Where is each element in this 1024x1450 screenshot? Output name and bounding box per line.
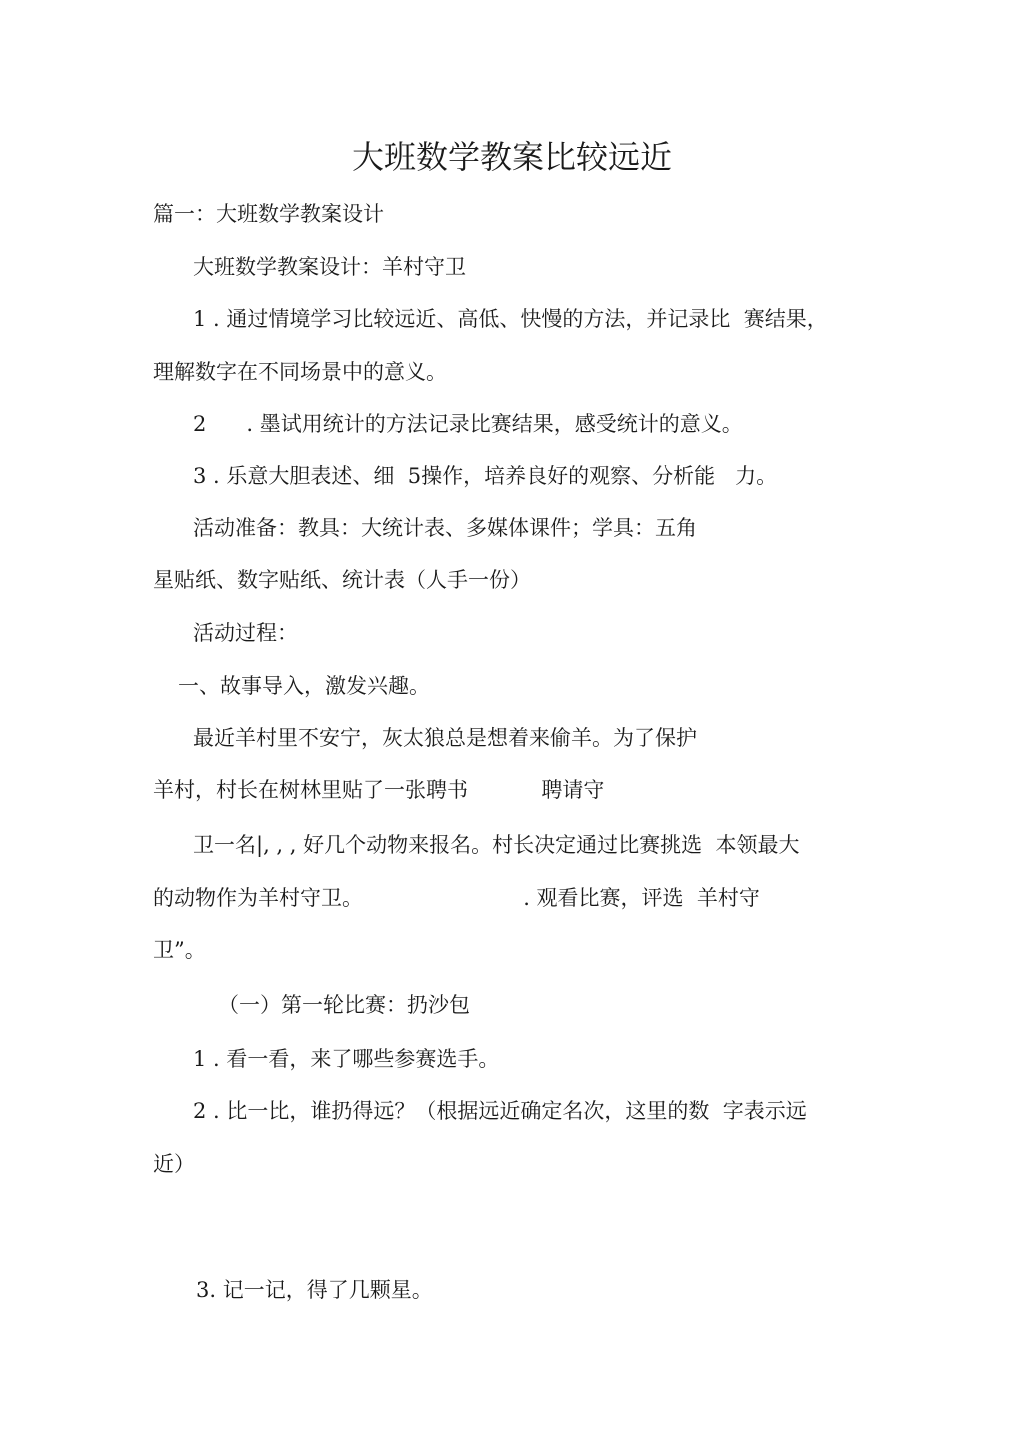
paragraph-line: 活动准备：教具：大统计表、多媒体课件；学具：五角: [193, 516, 697, 540]
paragraph-line: 3 . 乐意大胆表述、细 5操作，培养良好的观察、分析能 力。: [193, 464, 778, 488]
paragraph-line: 理解数字在不同场景中的意义。: [153, 360, 447, 384]
section-heading: 篇一：大班数学教案设计: [153, 202, 384, 226]
paragraph-line: 2 . 墨试用统计的方法记录比赛结果，感受统计的意义。: [193, 412, 743, 436]
paragraph-line: 活动过程：: [193, 621, 298, 645]
paragraph-line: 1 . 通过情境学习比较远近、高低、快慢的方法，并记录比 赛结果，: [193, 307, 828, 331]
paragraph-line: 卫一名|, , , 好几个动物来报名。村长决定通过比赛挑选 本领最大: [193, 833, 800, 857]
paragraph-line: 近）: [153, 1152, 195, 1176]
paragraph-line: 星贴纸、数字贴纸、统计表（人手一份）: [153, 568, 531, 592]
paragraph-line: 羊村，村长在树林里贴了一张聘书 聘请守: [153, 778, 605, 802]
paragraph-line: 2 . 比一比，谁扔得远？（根据远近确定名次，这里的数 字表示远: [193, 1099, 807, 1123]
paragraph-line: 一、故事导入，激发兴趣。: [178, 674, 430, 698]
document-title: 大班数学教案比较远近: [351, 138, 672, 176]
paragraph-line: 1 . 看一看，来了哪些参赛选手。: [193, 1047, 500, 1071]
paragraph-line: 卫”。: [153, 938, 206, 962]
paragraph-line: 最近羊村里不安宁，灰太狼总是想着来偷羊。为了保护: [193, 726, 697, 750]
paragraph-line: 大班数学教案设计：羊村守卫: [193, 255, 466, 279]
paragraph-line: 3. 记一记，得了几颗星。: [196, 1278, 433, 1302]
subsection-heading: （一）第一轮比赛：扔沙包: [218, 993, 470, 1017]
paragraph-line: 的动物作为羊村守卫。 . 观看比赛，评选 羊村守: [153, 886, 760, 910]
